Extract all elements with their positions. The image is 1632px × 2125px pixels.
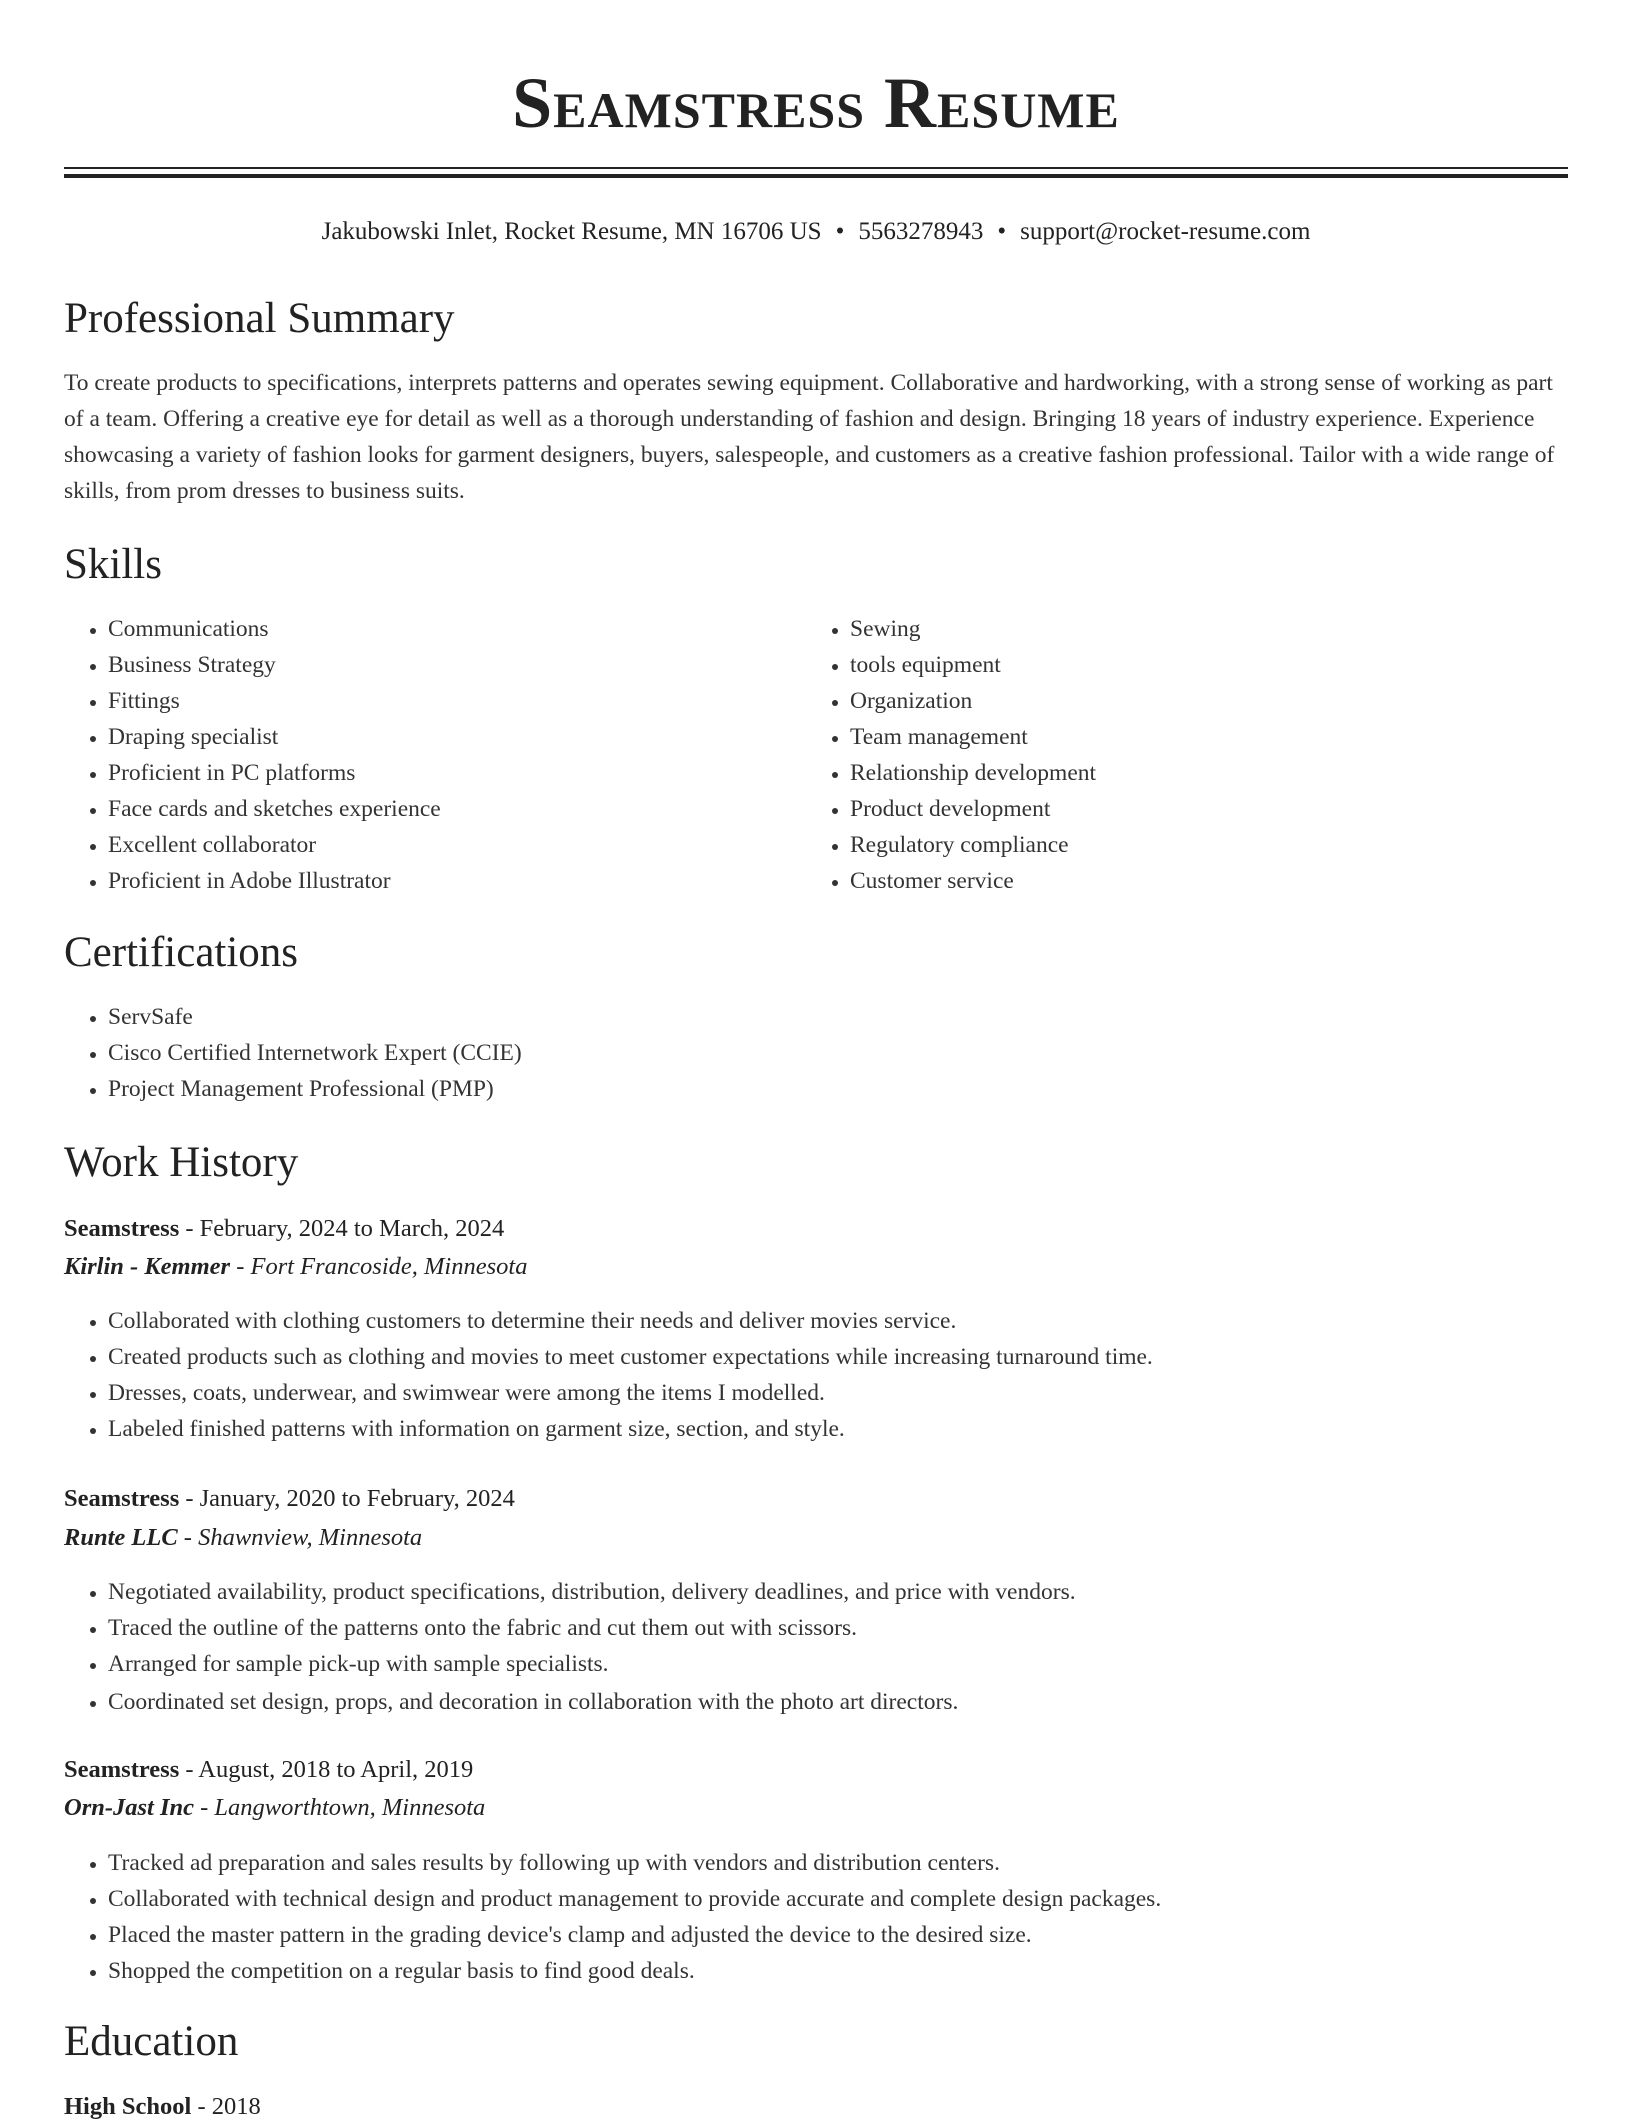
- job-dates: - January, 2020 to February, 2024: [179, 1485, 515, 1512]
- job-company: Orn-Jast Inc: [64, 1794, 195, 1821]
- contact-separator: •: [835, 218, 845, 245]
- summary-text: To create products to specifications, interprets patterns and operates sewing equipment. Collaborative and hardworking, with a strong sense of working as part of a team. Offering a creative eye for detail as well as a thorough understanding of fashion and design. Bringing 18 years of industry experience. Experience showcasing a variety of fashion looks for garment designers, buyers, salespeople, and customers as a creative fashion professional. Tailor with a wide range of skills, from prom dresses to business suits.: [64, 370, 1555, 504]
- list-item: • Collaborated with clothing customers to determine their needs and deliver movies service.: [108, 1303, 1568, 1339]
- job-company-line: [64, 1790, 485, 1826]
- list-item: • Created products such as clothing and movies to meet customer expectations while increasing turnaround time.: [108, 1339, 1568, 1375]
- job-title: Seamstress: [64, 1215, 180, 1242]
- contact-line: [0, 214, 1632, 250]
- list-item: • Relationship development: [850, 755, 1550, 791]
- contact-phone: 5563278943: [858, 218, 984, 245]
- list-item: • Arranged for sample pick-up with sample specialists.: [108, 1646, 1568, 1682]
- skills-heading: Skills: [64, 541, 162, 588]
- list-item: • Traced the outline of the patterns onto the fabric and cut them out with scissors.: [108, 1610, 1568, 1646]
- job-title-line: [64, 1752, 473, 1788]
- list-item: • Project Management Professional (PMP): [108, 1071, 1508, 1107]
- job-title: Seamstress: [64, 1485, 180, 1512]
- job-company-line: [64, 1249, 527, 1285]
- job-company: Kirlin - Kemmer: [64, 1253, 231, 1280]
- list-item: • Collaborated with technical design and product management to provide accurate and complete design packages.: [108, 1881, 1568, 1917]
- list-item: • Negotiated availability, product specifications, distribution, delivery deadlines, and price with vendors.: [108, 1574, 1568, 1610]
- list-item: • tools equipment: [850, 647, 1550, 683]
- list-item: • ServSafe: [108, 999, 1508, 1035]
- list-item: • Shopped the competition on a regular basis to find good deals.: [108, 1953, 1568, 1989]
- job-location: - Fort Francoside, Minnesota: [230, 1253, 528, 1280]
- contact-separator: •: [997, 218, 1007, 245]
- education-degree: High School: [64, 2093, 192, 2120]
- list-item: • Proficient in Adobe Illustrator: [108, 863, 788, 899]
- list-item: • Placed the master pattern in the grading device's clamp and adjusted the device to the desired size.: [108, 1917, 1568, 1953]
- work-history-heading: Work History: [64, 1139, 299, 1186]
- list-item: • Organization: [850, 683, 1550, 719]
- list-item: • Labeled finished patterns with information on garment size, section, and style.: [108, 1411, 1568, 1447]
- education-line: [64, 2089, 261, 2125]
- job-location: - Shawnview, Minnesota: [177, 1524, 423, 1551]
- resume-title: Seamstress Resume: [512, 63, 1120, 143]
- list-item: • Team management: [850, 719, 1550, 755]
- skills-list-left: [64, 611, 788, 899]
- title-rule-thick: [64, 174, 1568, 178]
- job-bullets: [64, 1845, 1568, 1989]
- list-item: • Fittings: [108, 683, 788, 719]
- contact-email: support@rocket-resume.com: [1020, 218, 1311, 245]
- list-item: • Sewing: [850, 611, 1550, 647]
- job-dates: - August, 2018 to April, 2019: [179, 1756, 474, 1783]
- list-item: • Regulatory compliance: [850, 827, 1550, 863]
- list-item: • Business Strategy: [108, 647, 788, 683]
- list-item: • Communications: [108, 611, 788, 647]
- certifications-list: [64, 999, 1508, 1107]
- job-title-line: [64, 1481, 515, 1517]
- education-heading: Education: [64, 2018, 239, 2065]
- job-dates: - February, 2024 to March, 2024: [179, 1215, 505, 1242]
- list-item: • Draping specialist: [108, 719, 788, 755]
- education-year: - 2018: [191, 2093, 261, 2120]
- job-bullets: [64, 1303, 1568, 1447]
- certifications-heading: Certifications: [64, 929, 299, 976]
- list-item: • Tracked ad preparation and sales results by following up with vendors and distribution centers.: [108, 1845, 1568, 1881]
- list-item: • Face cards and sketches experience: [108, 791, 788, 827]
- list-item: • Cisco Certified Internetwork Expert (CCIE): [108, 1035, 1508, 1071]
- job-bullets: [64, 1574, 1568, 1720]
- job-title-line: [64, 1211, 504, 1247]
- job-company-line: [64, 1520, 422, 1556]
- contact-address: Jakubowski Inlet, Rocket Resume, MN 16706 US: [321, 218, 822, 245]
- job-title: Seamstress: [64, 1756, 180, 1783]
- list-item: • Excellent collaborator: [108, 827, 788, 863]
- title-rule-thin: [64, 167, 1568, 169]
- job-location: - Langworthtown, Minnesota: [194, 1794, 486, 1821]
- job-company: Runte LLC: [64, 1524, 178, 1551]
- skills-list-right: [806, 611, 1550, 899]
- list-item: • Product development: [850, 791, 1550, 827]
- summary-heading: Professional Summary: [64, 295, 455, 342]
- list-item: • Dresses, coats, underwear, and swimwear were among the items I modelled.: [108, 1375, 1568, 1411]
- list-item: • Customer service: [850, 863, 1550, 899]
- list-item: • Coordinated set design, props, and decoration in collaboration with the photo art directors.: [108, 1684, 1568, 1720]
- list-item: • Proficient in PC platforms: [108, 755, 788, 791]
